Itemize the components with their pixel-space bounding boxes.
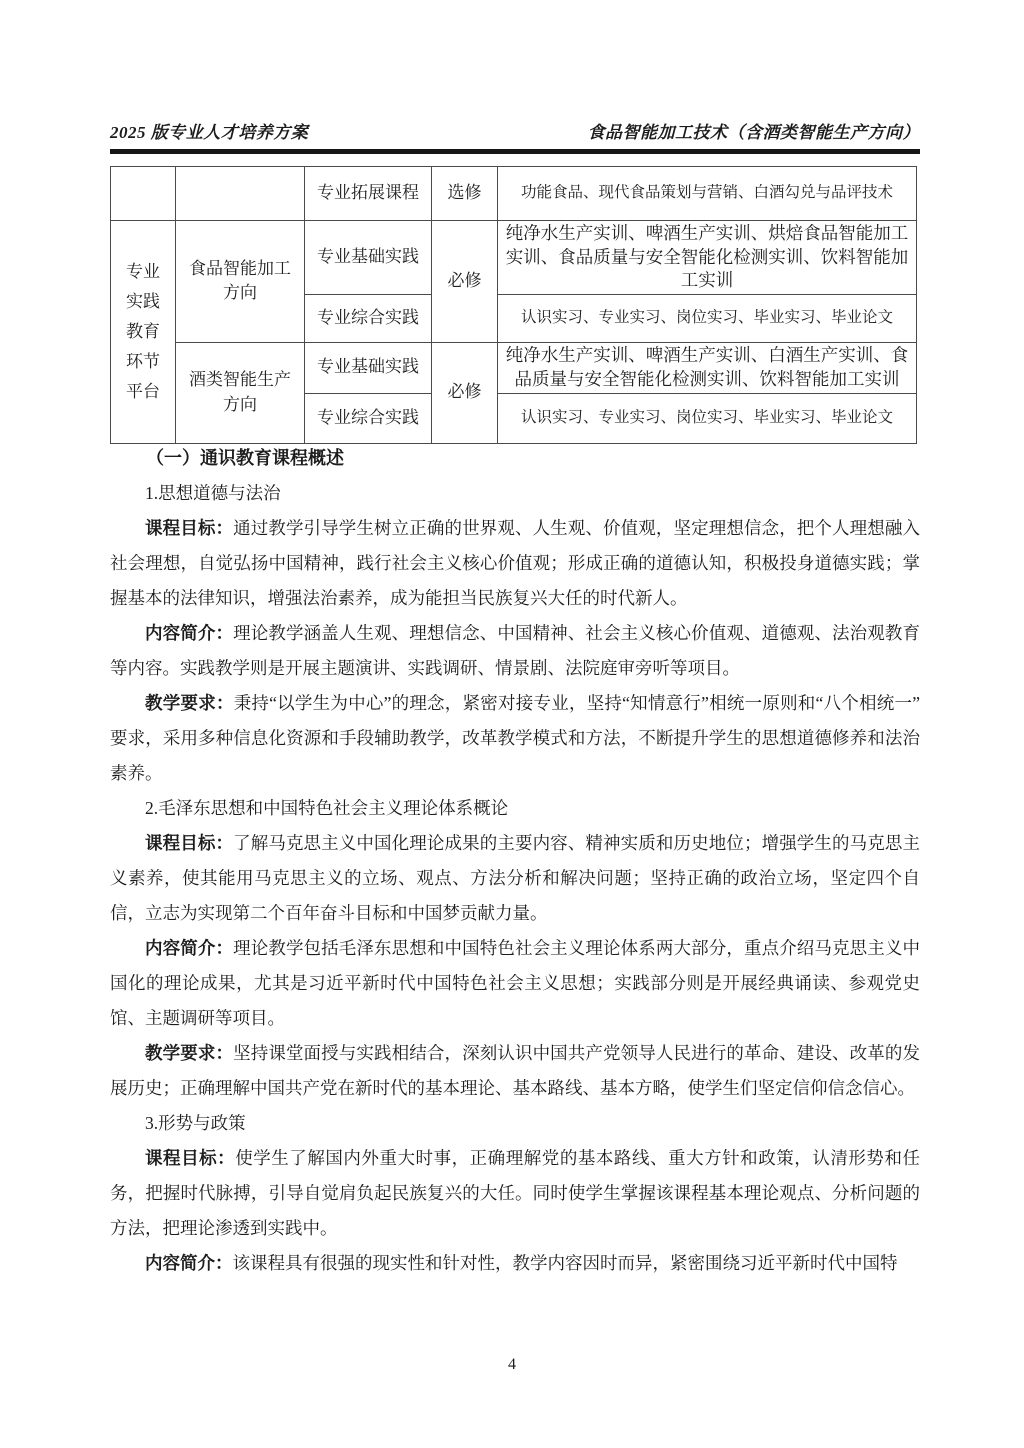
paragraph-label: 教学要求：	[145, 693, 234, 713]
courses-cell: 认识实习、专业实习、岗位实习、毕业实习、毕业论文	[498, 393, 917, 443]
direction-cell-liquor	[176, 342, 305, 443]
course-title-2: 2.毛泽东思想和中国特色社会主义理论体系概论	[145, 798, 509, 818]
curriculum-table-wrap	[110, 166, 917, 444]
paragraph-intro-1	[110, 616, 920, 686]
paragraph-label: 课程目标：	[145, 518, 234, 538]
page-header	[110, 118, 920, 154]
platform-cell	[111, 221, 176, 444]
requirement-cell: 必修	[432, 221, 498, 343]
paragraph-text: 理论教学涵盖人生观、理想信念、中国精神、社会主义核心价值观、道德观、法治观教育等内容。实践教学则是开展主题演讲、实践调研、情景剧、法院庭审旁听等项目。	[110, 623, 921, 678]
header-right-title: 食品智能加工技术（含酒类智能生产方向）	[587, 123, 920, 142]
courses-cell: 纯净水生产实训、啤酒生产实训、烘焙食品智能加工实训、食品质量与安全智能化检测实训、饮料智能加工实训	[498, 221, 917, 295]
direction-cell-food	[176, 221, 305, 343]
paragraph-label: 内容简介：	[145, 938, 234, 958]
paragraph-label: 课程目标：	[145, 833, 234, 853]
courses-cell: 纯净水生产实训、啤酒生产实训、白酒生产实训、食品质量与安全智能化检测实训、饮料智能加工实训	[498, 342, 917, 393]
paragraph-text: 理论教学包括毛泽东思想和中国特色社会主义理论体系两大部分，重点介绍马克思主义中国化的理论成果，尤其是习近平新时代中国特色社会主义思想；实践部分则是开展经典诵读、参观党史馆、主题调研等项目。	[110, 938, 921, 1028]
paragraph-text: 该课程具有很强的现实性和针对性，教学内容因时而异，紧密围绕习近平新时代中国特	[232, 1253, 898, 1273]
paragraph-requirement-1	[110, 686, 920, 791]
section-heading: （一）通识教育课程概述	[146, 448, 344, 468]
course-type-cell: 专业拓展课程	[305, 167, 432, 221]
paragraph-label: 教学要求：	[145, 1043, 234, 1063]
paragraph-text: 了解马克思主义中国化理论成果的主要内容、精神实质和历史地位；增强学生的马克思主义素养，使其能用马克思主义的立场、观点、方法分析和解决问题；坚持正确的政治立场，坚定四个自信，立志为实现第二个百年奋斗目标和中国梦贡献力量。	[110, 833, 921, 923]
empty-direction-cell	[176, 167, 305, 221]
paragraph-goal-1	[110, 511, 920, 616]
body-content	[110, 441, 920, 1281]
table-row	[111, 167, 917, 221]
table-row	[111, 342, 917, 393]
paragraph-text: 坚持课堂面授与实践相结合，深刻认识中国共产党领导人民进行的革命、建设、改革的发展历史；正确理解中国共产党在新时代的基本理论、基本路线、基本方略，使学生们坚定信仰信念信心。	[110, 1043, 921, 1098]
courses-cell: 认识实习、专业实习、岗位实习、毕业实习、毕业论文	[498, 294, 917, 342]
paragraph-intro-2	[110, 931, 920, 1036]
paragraph-goal-2	[110, 826, 920, 931]
table-row	[111, 221, 917, 295]
course-title-1: 1.思想道德与法治	[145, 483, 281, 503]
paragraph-text: 通过教学引导学生树立正确的世界观、人生观、价值观，坚定理想信念，把个人理想融入社会理想，自觉弘扬中国精神，践行社会主义核心价值观；形成正确的道德认知，积极投身道德实践；掌握基本的法律知识，增强法治素养，成为能担当民族复兴大任的时代新人。	[110, 518, 921, 608]
paragraph-intro-3	[110, 1246, 920, 1281]
platform-label: 专业实践教育环节平台	[126, 261, 160, 401]
course-title-3: 3.形势与政策	[145, 1113, 246, 1133]
course-type-cell: 专业基础实践	[305, 342, 432, 393]
page-footer	[0, 1356, 1024, 1374]
course-type-cell: 专业综合实践	[305, 393, 432, 443]
direction-label: 酒类智能生产方向	[189, 370, 291, 414]
course-type-cell: 专业基础实践	[305, 221, 432, 295]
paragraph-label: 内容简介：	[145, 623, 234, 643]
requirement-cell: 必修	[432, 342, 498, 443]
courses-cell: 功能食品、现代食品策划与营销、白酒勾兑与品评技术	[498, 167, 917, 221]
empty-platform-cell	[111, 167, 176, 221]
page-number: 4	[508, 1356, 516, 1373]
course-type-cell: 专业综合实践	[305, 294, 432, 342]
curriculum-table	[110, 166, 917, 444]
paragraph-requirement-2	[110, 1036, 920, 1106]
direction-label: 食品智能加工方向	[189, 258, 291, 303]
requirement-cell: 选修	[432, 167, 498, 221]
paragraph-label: 课程目标：	[145, 1148, 236, 1168]
paragraph-goal-3	[110, 1141, 920, 1246]
header-rule	[110, 149, 920, 154]
paragraph-label: 内容简介：	[145, 1253, 233, 1273]
paragraph-text: 秉持“以学生为中心”的理念，紧密对接专业，坚持“知情意行”相统一原则和“八个相统一”要求，采用多种信息化资源和手段辅助教学，改革教学模式和方法，不断提升学生的思想道德修养和法治素养。	[110, 693, 920, 783]
header-left-title: 2025 版专业人才培养方案	[110, 123, 309, 142]
paragraph-text: 使学生了解国内外重大时事，正确理解党的基本路线、重大方针和政策，认清形势和任务，把握时代脉搏，引导自觉肩负起民族复兴的大任。同时使学生掌握该课程基本理论观点、分析问题的方法，把理论渗透到实践中。	[110, 1148, 921, 1238]
